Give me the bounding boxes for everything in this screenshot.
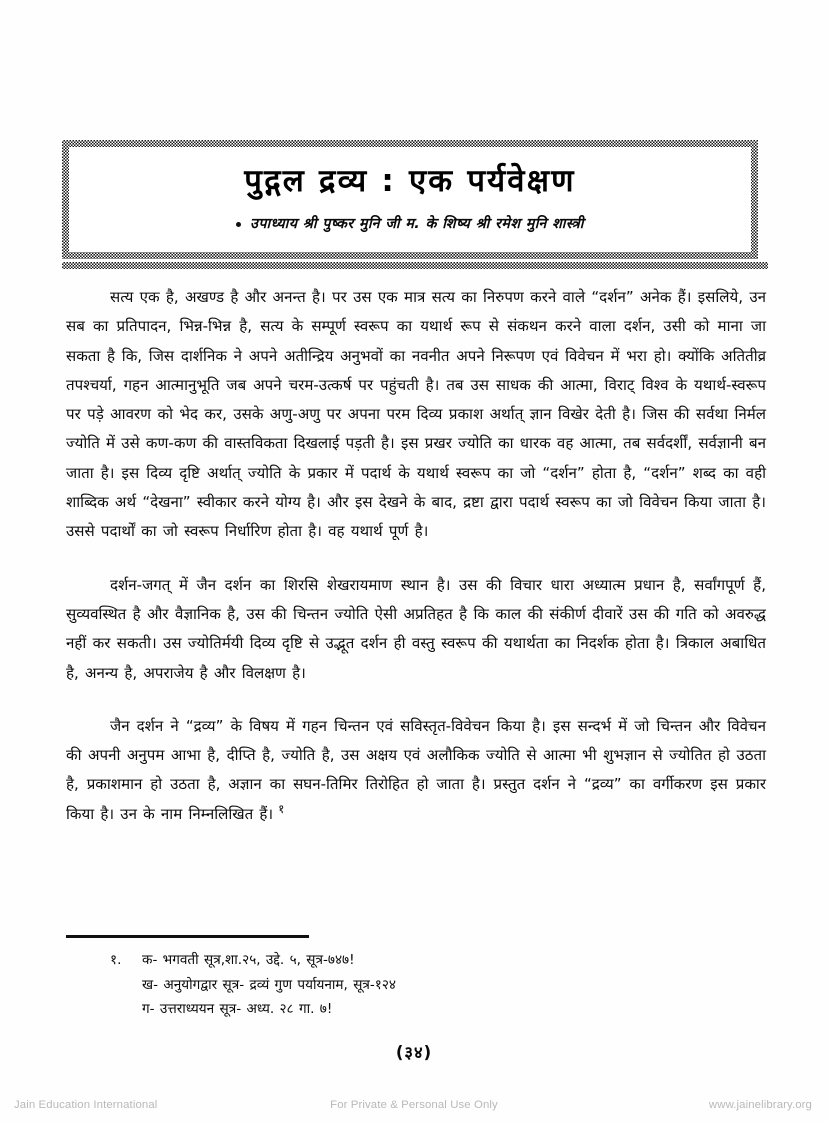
footer-usage-notice: For Private & Personal Use Only — [330, 1099, 498, 1111]
footnote-block — [66, 948, 686, 1022]
author-attribution: उपाध्याय श्री पुष्कर मुनि जी म. के शिष्य श्री रमेश मुनि शास्त्री — [250, 215, 584, 232]
footer-organization: Jain Education International — [14, 1099, 158, 1111]
paragraph-2-text: दर्शन-जगत् में जैन दर्शन का शिरसि शेखरायमाण स्थान है। उस की विचार धारा अध्यात्म प्रधान है, सर्वांगपूर्ण हैं, सुव्यवस्थित है और वैज्ञानिक है, उस की चिन्तन ज्योति ऐसी अप्रतिहत है कि काल की संकीर्ण दीवारें उस की गति को अवरुद्ध नहीं कर सकती। उस ज्योतिर्मयी दिव्य दृष्टि से उद्भूत दर्शन ही वस्तु स्वरूप की यथार्थता का निदर्शक होता है। त्रिकाल अबाधित है, अनन्य है, अपराजेय है और विलक्षण है। — [66, 575, 766, 682]
title-box — [62, 140, 758, 259]
bullet-icon — [236, 222, 241, 227]
page-footer — [0, 1088, 828, 1122]
footnote-text: क- भगवती सूत्र,शा.२५, उद्दे. ५, सूत्र-७४७! — [142, 952, 355, 968]
paragraph-2 — [66, 571, 766, 688]
subtitle-row — [236, 214, 584, 233]
body-text-column — [66, 283, 766, 846]
paragraph-3-text: जैन दर्शन ने “द्रव्य” के विषय में गहन चिन्तन एवं सविस्तृत-विवेचन किया है। इस सन्दर्भ में जो चिन्तन और विवेचन की अपनी अनुपम आभा है, दीप्ति है, ज्योति है, उस अक्षय एवं अलौकिक ज्योति से आत्मा भी शुभज्ञान से ज्योतित हो उठता है, प्रकाशमान हो उठता है, अज्ञान का सघन-तिमिर तिरोहित हो जाता है। प्रस्तुत दर्शन ने “द्रव्य” का वर्गीकरण इस प्रकार किया है। उन के नाम निम्नलिखित हैं। — [66, 716, 766, 823]
title-box-inner — [69, 147, 751, 252]
footnote-row — [66, 973, 686, 998]
page-title: पुद्गल द्रव्य : एक पर्यवेक्षण — [244, 163, 576, 200]
footer-website-url[interactable]: www.jainelibrary.org — [708, 1099, 812, 1111]
paragraph-3 — [66, 712, 766, 829]
footnote-reference-marker: १ — [278, 801, 285, 816]
footnote-number: १. — [110, 952, 122, 968]
page-number: (३४) — [395, 1043, 433, 1062]
footnote-separator-rule — [66, 935, 309, 938]
paragraph-1-text: सत्य एक है, अखण्ड है और अनन्त है। पर उस एक मात्र सत्य का निरुपण करने वाले “दर्शन” अनेक हैं। इसलिये, उन सब का प्रतिपादन, भिन्न-भिन्न है, सत्य के सम्पूर्ण स्वरूप का यथार्थ रूप से संकथन करने वाला दर्शन, उसी को माना जा सकता है कि, जिस दार्शनिक ने अपने अतीन्द्रिय अनुभवों का नवनीत अपने निरूपण एवं विवेचन में भरा हो। क्योंकि अतितीव्र तपश्चर्या, गहन आत्मानुभूति जब अपने चरम-उत्कर्ष पर पहुंचती है। तब उस साधक की आत्मा, विराट् विश्व के यथार्थ-स्वरूप पर पड़े आवरण को भेद कर, उसके अणु-अणु पर अपना परम दिव्य प्रकाश अर्थात् ज्ञान विखेर देती है। जिस की सर्वथा निर्मल ज्योति में उसे कण-कण की वास्तविकता दिखलाई पड़ती है। इस प्रखर ज्योति का धारक वह आत्मा, तब सर्वदर्शीं, सर्वज्ञानी बन जाता है। इस दिव्य दृष्टि अर्थात् ज्योति के प्रकार में पदार्थ के यथार्थ स्वरूप का जो “दर्शन” होता है, “दर्शन” शब्द का वही शाब्दिक अर्थ “देखना” स्वीकार करने योग्य है। और इस देखने के बाद, द्रष्टा द्वारा पदार्थ स्वरूप का जो विवेचन किया जाता है। उससे पदार्थों का जो स्वरूप निर्धारिण होता है। वह यथार्थ पूर्ण है। — [66, 288, 766, 541]
footnote-text: ख- अनुयोगद्वार सूत्र- द्रव्यं गुण पर्यायनाम, सूत्र-१२४ — [142, 976, 396, 993]
footnote-row — [66, 948, 686, 973]
paragraph-1 — [66, 283, 766, 547]
footnote-text: ग- उत्तराध्ययन सूत्र- अध्य. २८ गा. ७! — [142, 1001, 333, 1018]
title-underline-rule — [62, 262, 768, 269]
footnote-row — [66, 997, 686, 1022]
